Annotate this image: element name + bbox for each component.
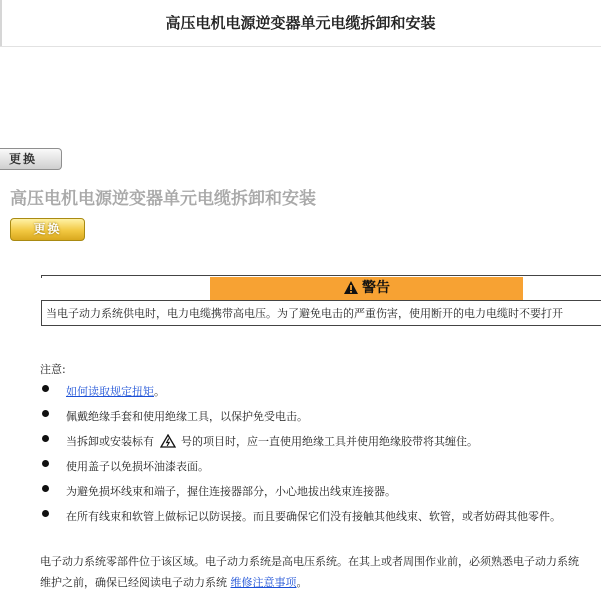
paragraph-suffix: 。 xyxy=(296,576,308,589)
warning-text: 当电子动力系统供电时，电力电缆携带高电压。为了避免电击的严重伤害，使用断开的电力电缆时不要打开 xyxy=(46,307,563,320)
list-item-suffix: 。 xyxy=(154,385,165,398)
page-header xyxy=(0,0,601,47)
section-title: 高压电机电源逆变器单元电缆拆卸和安装 xyxy=(10,189,316,209)
ev-system-paragraph-line1: 电子动力系统零部件位于该区域。电子动力系统是高电压系统。在其上或者周围作业前，必须熟悉电子动力系统 xyxy=(40,555,579,568)
warning-top-rule xyxy=(41,275,601,276)
high-voltage-icon xyxy=(160,434,176,451)
page-title: 高压电机电源逆变器单元电缆拆卸和安装 xyxy=(165,14,436,32)
replace-button-grey[interactable]: 更换 xyxy=(0,148,62,170)
warning-label: 警告 xyxy=(362,280,390,296)
bullet-icon xyxy=(42,510,49,517)
torque-spec-link[interactable]: 如何读取规定扭矩 xyxy=(66,385,154,398)
bullet-icon xyxy=(42,460,49,467)
list-item-text: 当拆卸或安装标有 xyxy=(66,435,154,448)
paragraph-text: 维护之前，确保已经阅读电子动力系统 xyxy=(40,576,227,589)
bullet-icon xyxy=(42,410,49,417)
list-item-text: 佩戴绝缘手套和使用绝缘工具，以保护免受电击。 xyxy=(66,410,308,423)
warning-rule-tick xyxy=(41,275,42,278)
list-item-text: 为避免损坏线束和端子，握住连接器部分，小心地拔出线束连接器。 xyxy=(66,485,396,498)
bullet-icon xyxy=(42,485,49,492)
bullet-icon xyxy=(42,435,49,442)
warning-header xyxy=(210,277,523,300)
list-item-text: 使用盖子以免损坏油漆表面。 xyxy=(66,460,209,473)
ev-system-paragraph-line2 xyxy=(40,574,601,590)
bullet-icon xyxy=(42,385,49,392)
replace-button-yellow[interactable]: 更换 xyxy=(10,218,85,241)
notes-label: 注意: xyxy=(40,363,66,376)
service-precautions-link[interactable]: 维修注意事项 xyxy=(230,576,297,589)
list-item-text: 号的项目时，应一直使用绝缘工具并使用绝缘胶带将其缠住。 xyxy=(181,435,478,448)
list-item-text: 在所有线束和软管上做标记以防误接。而且要确保它们没有接触其他线束、软管，或者妨碍其他零件。 xyxy=(66,510,561,523)
